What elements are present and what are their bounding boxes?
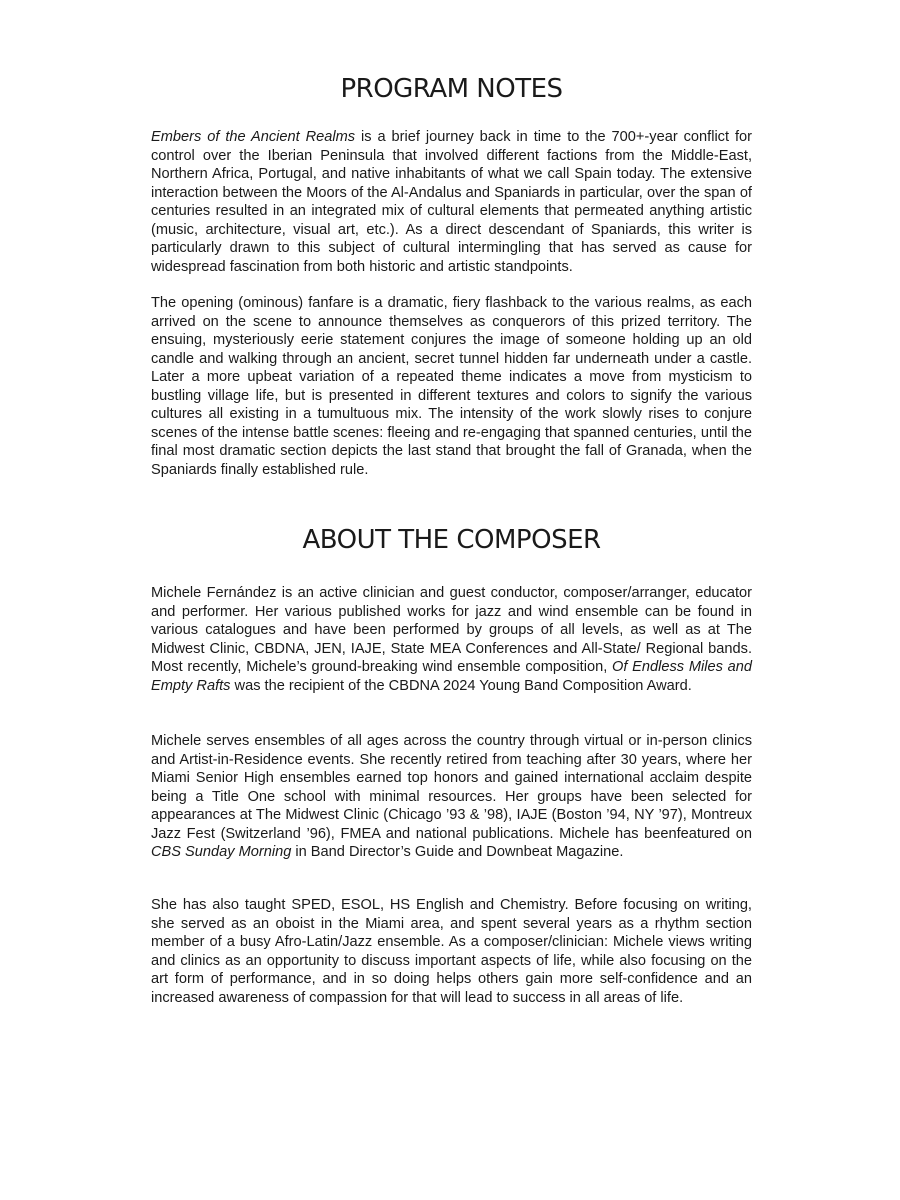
composer-paragraph-1-before: Michele Fernández is an active clinician and guest conductor, composer/arranger, educator and performer. Her various published works for jazz and wind ensemble can be found in various catalogues and have been performed by groups of all levels, as well as at The Midwest Clinic, CBDNA, JEN, IAJE, State MEA Conferences and All-State/ Regional bands. Most recently, Michele’s ground-breaking wind ensemble composition,	[151, 585, 752, 675]
tv-show-title: CBS Sunday Morning	[151, 844, 292, 860]
composer-paragraph-3-text: She has also taught SPED, ESOL, HS English and Chemistry. Before focusing on writing, she served as an oboist in the Miami area, and spent several years as a rhythm section member of a busy Afro-Latin/Jazz ensemble. As a composer/clinician: Michele views writing and clinics as an opportunity to discuss important aspects of life, while also focusing on the art form of performance, and in so doing helps others gain more self-confidence and an increased awareness of compassion for that will lead to success in all areas of life.	[151, 897, 752, 1006]
composer-paragraph-3	[151, 896, 752, 1007]
program-notes-paragraph-2-text: The opening (ominous) fanfare is a dramatic, fiery flashback to the various realms, as each arrived on the scene to announce themselves as conquerors of this prized territory. The ensuing, mysteriously eerie statement conjures the image of someone holding up an old candle and walking through an ancient, secret tunnel hidden far underneath under a castle. Later a more upbeat variation of a repeated theme indicates a move from mysticism to bustling village life, but is presented in different textures and colors to signify the various cultures all existing in a tumultuous mix. The intensity of the work slowly rises to conjure scenes of the intense battle scenes: fleeing and re-engaging that spanned centuries, until the final most dramatic section depicts the last stand that brought the fall of Granada, when the Spaniards finally established rule.	[151, 295, 752, 478]
composition-title: Of Endless Miles and Empty Rafts	[151, 659, 752, 694]
program-notes-paragraph-1	[151, 128, 752, 276]
program-notes-paragraph-2	[151, 294, 752, 479]
piece-title: Embers of the Ancient Realms	[151, 129, 356, 145]
composer-paragraph-2	[151, 732, 752, 862]
composer-paragraph-2-before: Michele serves ensembles of all ages across the country through virtual or in-person clinics and Artist-in-Residence events. She recently retired from teaching after 30 years, where her Miami Senior High ensembles earned top honors and gained international acclaim despite being a Title One school with minimal resources. Her groups have been selected for appearances at The Midwest Clinic (Chicago ’93 & ’98), IAJE (Boston ’94, NY ’97), Montreux Jazz Fest (Switzerland ’96), FMEA and national publications. Michele has beenfeatured on	[151, 733, 752, 842]
program-notes-paragraph-1-body: is a brief journey back in time to the 700+-year conflict for control over the Iberian Peninsula that involved different factions from the Middle-East, Northern Africa, Portugal, and native inhabitants of what we call Spain today. The extensive interaction between the Moors of the Al-Andalus and Spaniards in particular, over the span of centuries resulted in an integrated mix of cultural elements that permeated anything artistic (music, architecture, visual art, etc.). As a direct descendant of Spaniards, this writer is particularly drawn to this subject of cultural intermingling that has served as cause for widespread fascination from both historic and artistic standpoints.	[151, 129, 753, 275]
composer-paragraph-1	[151, 584, 752, 695]
composer-paragraph-1-after: was the recipient of the CBDNA 2024 Young Band Composition Award.	[230, 677, 692, 694]
composer-paragraph-1-text	[151, 584, 752, 695]
composer-paragraph-2-after: in Band Director’s Guide and Downbeat Magazine.	[291, 844, 624, 860]
about-composer-heading: ABOUT THE COMPOSER	[302, 525, 601, 555]
composer-paragraph-2-text	[151, 732, 752, 862]
program-notes-paragraph-1-text	[151, 128, 752, 276]
program-notes-heading: PROGRAM NOTES	[340, 74, 563, 104]
